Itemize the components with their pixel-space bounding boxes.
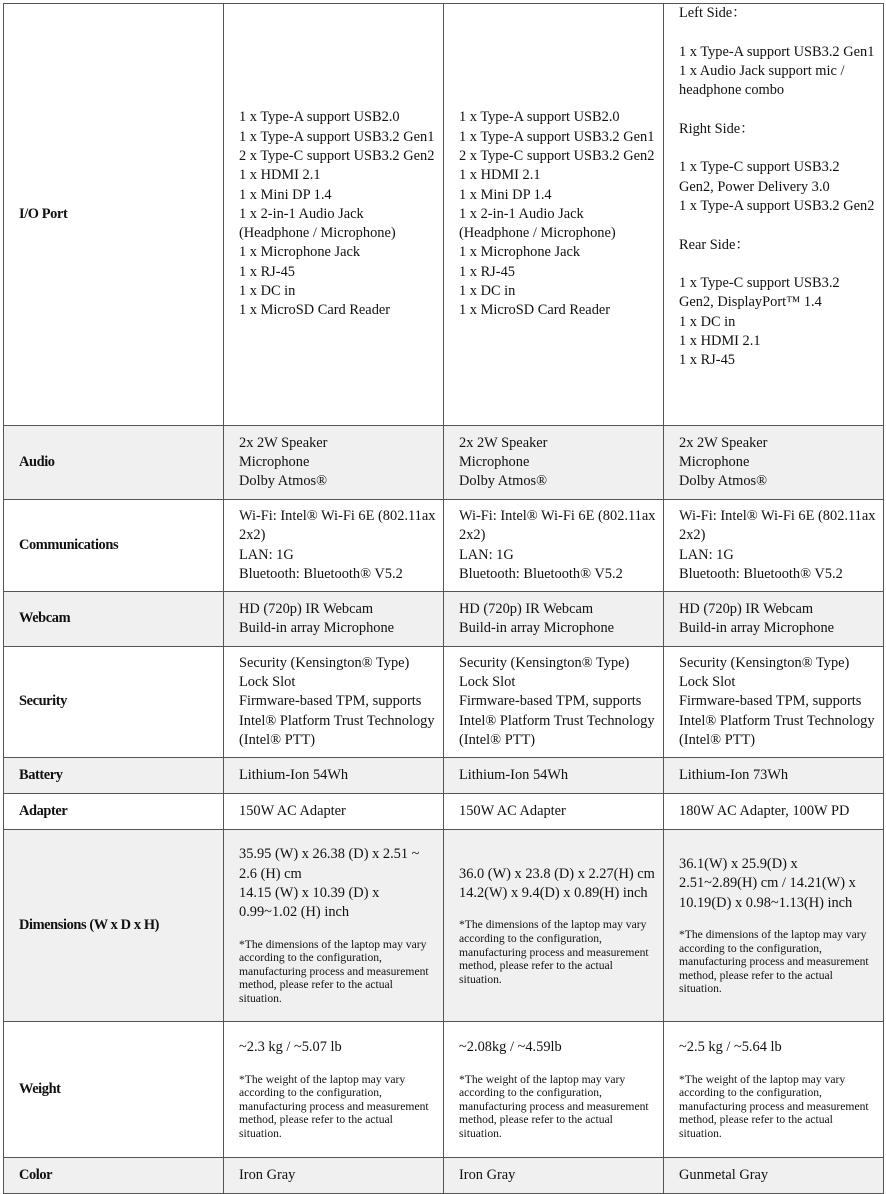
spec-line: 1 x Mini DP 1.4 <box>459 186 552 203</box>
spec-line: Lithium-Ion 73Wh <box>679 766 789 783</box>
spec-line: Lithium-Ion 54Wh <box>459 766 569 783</box>
spec-line: 180W AC Adapter, 100W PD <box>679 802 850 819</box>
spec-line: 1 x Type-A support USB2.0 <box>459 109 620 126</box>
spec-line: 14.2(W) x 9.4(D) x 0.89(H) inch <box>459 885 648 902</box>
spec-row-label: Communications <box>4 500 224 592</box>
spec-footnote: *The dimensions of the laptop may vary according to the configuration, manufacturing process and measurement method, please refer to the actual situation. <box>459 918 649 986</box>
spec-line: 1 x Type-C support USB3.2 Gen2, DisplayPort™ 1.4 <box>679 275 840 311</box>
spec-line: 2 x Type-C support USB3.2 Gen2 <box>239 147 435 164</box>
spec-line: ~2.08kg / ~4.59lb <box>459 1039 562 1056</box>
spec-line: 1 x DC in <box>239 283 296 300</box>
spec-line: 1 x Microphone Jack <box>239 244 361 261</box>
spec-line: Gunmetal Gray <box>679 1166 769 1183</box>
spec-line: Firmware-based TPM, supports Intel® Platform Trust Technology (Intel® PTT) <box>459 693 655 748</box>
spec-row <box>4 1022 884 1158</box>
spec-line: HD (720p) IR Webcam <box>239 600 374 617</box>
spec-footnote: *The weight of the laptop may vary according to the configuration, manufacturing process and measurement method, please refer to the actual situation. <box>679 1072 869 1141</box>
spec-cell <box>224 830 444 1022</box>
spec-line: 1 x Type-A support USB3.2 Gen1 <box>679 43 875 60</box>
spec-line: Lithium-Ion 54Wh <box>239 766 349 783</box>
spec-row <box>4 758 884 794</box>
spec-line: 1 x Type-A support USB3.2 Gen1 <box>459 128 655 145</box>
spec-line: 36.0 (W) x 23.8 (D) x 2.27(H) cm <box>459 865 655 882</box>
spec-row-label: Adapter <box>4 794 224 830</box>
spec-cell <box>224 1158 444 1194</box>
spec-row-label: Color <box>4 1158 224 1194</box>
spec-row-label: Dimensions (W x D x H) <box>4 830 224 1022</box>
spec-cell <box>444 1158 664 1194</box>
spec-line: Security (Kensington® Type) Lock Slot <box>239 654 410 691</box>
spec-line: Security (Kensington® Type) Lock Slot <box>679 654 850 691</box>
spec-line: 1 x Type-C support USB3.2 Gen2, Power Delivery 3.0 <box>679 159 840 195</box>
spec-line: 1 x Audio Jack support mic / headphone combo <box>679 62 845 99</box>
spec-row-label: Webcam <box>4 592 224 647</box>
spec-row-label: Security <box>4 647 224 758</box>
spec-row <box>4 647 884 758</box>
spec-cell <box>664 426 884 500</box>
spec-table <box>3 3 884 1194</box>
spec-footnote: *The weight of the laptop may vary according to the configuration, manufacturing process and measurement method, please refer to the actual situation. <box>239 1072 429 1141</box>
spec-line: Microphone <box>239 453 310 470</box>
spec-line: 14.15 (W) x 10.39 (D) x 0.99~1.02 (H) inch <box>239 885 380 921</box>
spec-row-label: Audio <box>4 426 224 500</box>
spec-line: 2 x Type-C support USB3.2 Gen2 <box>459 147 655 164</box>
spec-table-body <box>4 4 884 1194</box>
spec-line: 1 x RJ-45 <box>239 263 295 280</box>
spec-cell <box>664 647 884 758</box>
spec-line: 1 x Type-A support USB3.2 Gen1 <box>239 128 435 145</box>
spec-cell <box>224 794 444 830</box>
spec-line: Firmware-based TPM, supports Intel® Platform Trust Technology (Intel® PTT) <box>679 693 875 748</box>
spec-row <box>4 794 884 830</box>
spec-line: 2x 2W Speaker <box>239 434 328 451</box>
spec-cell <box>224 758 444 794</box>
spec-line: Right Side： <box>679 120 755 137</box>
spec-cell <box>224 647 444 758</box>
spec-cell <box>664 1158 884 1194</box>
spec-row <box>4 830 884 1022</box>
spec-line: 1 x DC in <box>679 313 736 330</box>
spec-row <box>4 500 884 592</box>
spec-line: ~2.3 kg / ~5.07 lb <box>239 1039 342 1056</box>
spec-cell <box>444 426 664 500</box>
spec-line: 1 x HDMI 2.1 <box>459 167 541 184</box>
spec-cell <box>224 500 444 592</box>
spec-cell <box>664 500 884 592</box>
spec-line: Microphone <box>679 453 750 470</box>
spec-footnote: *The dimensions of the laptop may vary according to the configuration, manufacturing process and measurement method, please refer to the actual situation. <box>679 927 869 996</box>
spec-line: Build-in array Microphone <box>459 620 615 636</box>
spec-line: HD (720p) IR Webcam <box>459 600 594 617</box>
spec-row <box>4 426 884 500</box>
spec-cell <box>444 647 664 758</box>
spec-line: 1 x MicroSD Card Reader <box>239 302 391 319</box>
spec-row-label: Weight <box>4 1022 224 1158</box>
spec-line: Build-in array Microphone <box>239 620 395 636</box>
spec-line: 1 x Type-A support USB3.2 Gen2 <box>679 197 875 214</box>
spec-line: LAN: 1G <box>459 546 514 563</box>
spec-cell <box>664 4 884 426</box>
spec-row <box>4 1158 884 1194</box>
spec-line: Bluetooth: Bluetooth® V5.2 <box>459 565 623 582</box>
spec-cell <box>224 426 444 500</box>
spec-cell <box>664 1022 884 1158</box>
spec-cell <box>444 1022 664 1158</box>
spec-line: Left Side： <box>679 5 747 21</box>
spec-line: 1 x RJ-45 <box>679 352 735 369</box>
spec-footnote: *The dimensions of the laptop may vary according to the configuration, manufacturing process and measurement method, please refer to the actual situation. <box>239 937 429 1005</box>
spec-line: 1 x Microphone Jack <box>459 244 581 261</box>
spec-line: Bluetooth: Bluetooth® V5.2 <box>679 565 843 582</box>
spec-line: 1 x MicroSD Card Reader <box>459 302 611 319</box>
spec-row-label: Battery <box>4 758 224 794</box>
spec-line: 150W AC Adapter <box>239 802 346 819</box>
spec-line: Microphone <box>459 453 530 470</box>
spec-line: 150W AC Adapter <box>459 802 566 819</box>
spec-cell <box>664 830 884 1022</box>
spec-line: 1 x 2-in-1 Audio Jack (Headphone / Microphone) <box>459 205 616 242</box>
spec-line: Rear Side： <box>679 236 750 253</box>
spec-cell <box>664 758 884 794</box>
spec-line: 36.1(W) x 25.9(D) x 2.51~2.89(H) cm / 14.21(W) x 10.19(D) x 0.98~1.13(H) inch <box>679 856 856 911</box>
spec-line: 2x 2W Speaker <box>679 434 768 451</box>
spec-line: 1 x HDMI 2.1 <box>679 333 761 350</box>
spec-cell <box>444 4 664 426</box>
spec-line: Wi-Fi: Intel® Wi-Fi 6E (802.11ax 2x2) <box>679 507 876 544</box>
spec-line: 35.95 (W) x 26.38 (D) x 2.51 ~ 2.6 (H) cm <box>239 846 420 882</box>
spec-line: 1 x RJ-45 <box>459 263 515 280</box>
spec-cell <box>664 794 884 830</box>
spec-line: 2x 2W Speaker <box>459 434 548 451</box>
spec-row-label: I/O Port <box>4 4 224 426</box>
spec-line: Dolby Atmos® <box>239 473 328 490</box>
spec-row <box>4 4 884 426</box>
spec-cell <box>444 592 664 647</box>
spec-row <box>4 592 884 647</box>
spec-line: LAN: 1G <box>239 546 294 563</box>
spec-cell <box>664 592 884 647</box>
spec-line: 1 x HDMI 2.1 <box>239 167 321 184</box>
spec-line: Firmware-based TPM, supports Intel® Platform Trust Technology (Intel® PTT) <box>239 693 435 748</box>
spec-cell <box>444 830 664 1022</box>
spec-line: 1 x Mini DP 1.4 <box>239 186 332 203</box>
spec-cell <box>224 4 444 426</box>
spec-line: Bluetooth: Bluetooth® V5.2 <box>239 565 403 582</box>
spec-footnote: *The weight of the laptop may vary according to the configuration, manufacturing process and measurement method, please refer to the actual situation. <box>459 1072 649 1141</box>
spec-line: Wi-Fi: Intel® Wi-Fi 6E (802.11ax 2x2) <box>239 507 436 544</box>
spec-line: Build-in array Microphone <box>679 620 835 636</box>
spec-cell <box>444 794 664 830</box>
spec-cell <box>224 592 444 647</box>
spec-line: HD (720p) IR Webcam <box>679 600 814 617</box>
spec-line: Dolby Atmos® <box>679 473 768 490</box>
spec-line: Iron Gray <box>459 1166 516 1183</box>
spec-line: 1 x 2-in-1 Audio Jack (Headphone / Microphone) <box>239 205 396 242</box>
spec-line: Wi-Fi: Intel® Wi-Fi 6E (802.11ax 2x2) <box>459 507 656 544</box>
spec-line: Dolby Atmos® <box>459 473 548 490</box>
spec-line: Iron Gray <box>239 1166 296 1183</box>
spec-line: ~2.5 kg / ~5.64 lb <box>679 1039 782 1056</box>
spec-line: LAN: 1G <box>679 546 734 563</box>
spec-line: Security (Kensington® Type) Lock Slot <box>459 654 630 691</box>
spec-cell <box>444 758 664 794</box>
spec-line: 1 x DC in <box>459 283 516 300</box>
spec-cell <box>444 500 664 592</box>
spec-line: 1 x Type-A support USB2.0 <box>239 109 400 126</box>
spec-cell <box>224 1022 444 1158</box>
